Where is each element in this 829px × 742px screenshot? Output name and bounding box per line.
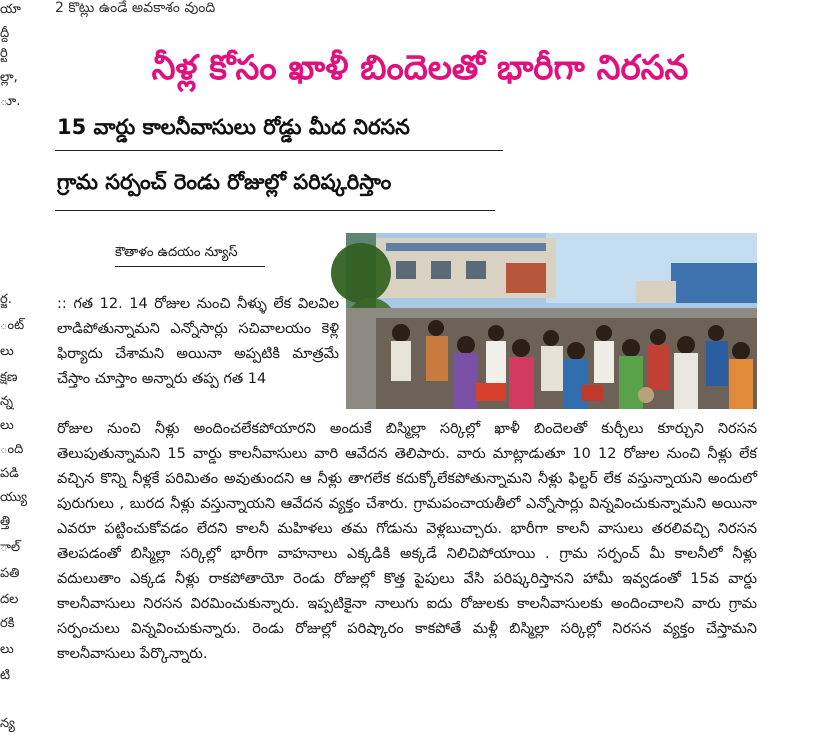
fragment-line: ర్జ. xyxy=(0,292,12,307)
subheadline-1: 15 వార్డు కాలనీవాసులు రోడ్డు మీద నిరసన xyxy=(57,115,410,139)
article-body-main: రోజుల నుంచి నీళ్లు అందించలేకపోయారని అందుకే బిస్మిల్లా సర్కిల్లో ఖాళీ బిందెలతో కుర్చీలు కూర్చుని నిరసన తెలుపుతున్నామని 15 వార్డు కాలనీవాసులు వారి ఆవేదన తెలిపారు. వారు మాట్లాడుతూ 10 12 రోజుల నుంచి నీళ్లు లేక వచ్చిన కొన్ని నీళ్లకే పరిమితం అవుతుందని ఆ నీళ్లు తాగలేక కదుక్కోలేకపోతున్నామని నీళ్లు ఫిల్టర్ లేక వస్తున్నాయని అందులో పురుగులు , బురద నీళ్లు వస్తున్నాయని ఆవేదన వ్యక్తం చేశారు. గ్రామపంచాయతీలో ఎన్నోసార్లు విన్నవించుకున్నామని అయినా ఎవరూ పట్టించుకోవడం లేదని కాలనీ మహిళలు తమ గోడును వెళ్లబుచ్చారు. భారీగా కాలనీ వాసులు తరలివచ్చి నిరసన తెలపడంతో బిస్మిల్లా సర్కిల్లో భారీగా వాహనాలు ఎక్కడికి అక్కడే నిలిచిపోయాయి . గ్రామ సర్పంచ్ మీ కాలనీలో నీళ్లు వదులుతాం ఎక్కడ నీళ్లు రాకపోతాయో రెండు రోజుల్లో కొత్త పైపులు వేసి పరిష్కరిస్తానని హామీ ఇవ్వడంతో 15వ వార్డు కాలనీవాసులు నిరసన విరమించుకున్నారు. ఇప్పటికైనా నాలుగు ఐదు రోజులకు కాలనీవాసులకు అందించాలని వారు గ్రామ సర్పంచులు విన్నవించుకున్నారు. రెండు రోజుల్లో పరిష్కారం కాకపోతే మళ్లీ బిస్మిల్లా సర్కిల్లో నిరసన వ్యక్తం చేస్తామని కాలనీవాసులు పేర్కొన్నారు. xyxy=(57,421,757,662)
byline-underline xyxy=(115,266,265,267)
fragment-line: టి xyxy=(0,668,11,683)
protest-crowd-photo xyxy=(346,233,757,409)
fragment-line: ూ. xyxy=(0,94,21,109)
fragment-line: ంది xyxy=(0,442,24,457)
fragment-line: దల xyxy=(0,592,19,607)
fragment-line: న్య xyxy=(0,716,15,731)
subheadline-2: గ్రామ సర్పంచ్ రెండు రోజుల్లో పరిష్కరిస్తాం xyxy=(57,170,392,194)
fragment-line: క్షణ xyxy=(0,370,18,385)
subheadline-2-underline xyxy=(55,210,495,211)
fragment-line: ల్లా, xyxy=(0,70,18,85)
article-body-intro: :: గత 12. 14 రోజుల నుంచి నీళ్ళు లేక విలవిల లాడిపోతున్నామని ఎన్నోసార్లు సచివాలయం కెళ్లి ఫిర్యాదు చేశామని అయినా అప్పటికి మాత్రమే చేస్తాం చూస్తాం అన్నారు తప్ప గత 14 xyxy=(57,296,339,387)
previous-article-tail: 2 కొట్లు ఉండే అవకాశం వుంది xyxy=(55,0,216,16)
fragment-line: పతి xyxy=(0,566,20,581)
photo-illustration xyxy=(346,233,757,409)
fragment-line: ాల్ xyxy=(0,540,21,555)
fragment-line: పడి xyxy=(0,466,19,481)
fragment-line: రకి xyxy=(0,616,15,631)
fragment-line: ర్టి xyxy=(0,46,8,61)
fragment-line: లు xyxy=(0,344,14,359)
fragment-line: న్న xyxy=(0,394,13,409)
headline: నీళ్ల కోసం ఖాళీ బిందెలతో భారీగా నిరసన xyxy=(151,48,689,88)
fragment-line: యా xyxy=(0,2,21,17)
fragment-line: లు xyxy=(0,642,14,657)
adjacent-column-fragment xyxy=(0,0,28,742)
fragment-line: ంట్ xyxy=(0,318,25,333)
fragment-line: లు xyxy=(0,418,14,433)
byline: కౌతాళం ఉదయం న్యూస్ xyxy=(115,245,238,260)
fragment-line: త్తి xyxy=(0,514,11,529)
fragment-line: ద్దీ xyxy=(0,26,10,41)
fragment-line: య్యు xyxy=(0,490,28,505)
subheadline-1-underline xyxy=(55,150,503,151)
